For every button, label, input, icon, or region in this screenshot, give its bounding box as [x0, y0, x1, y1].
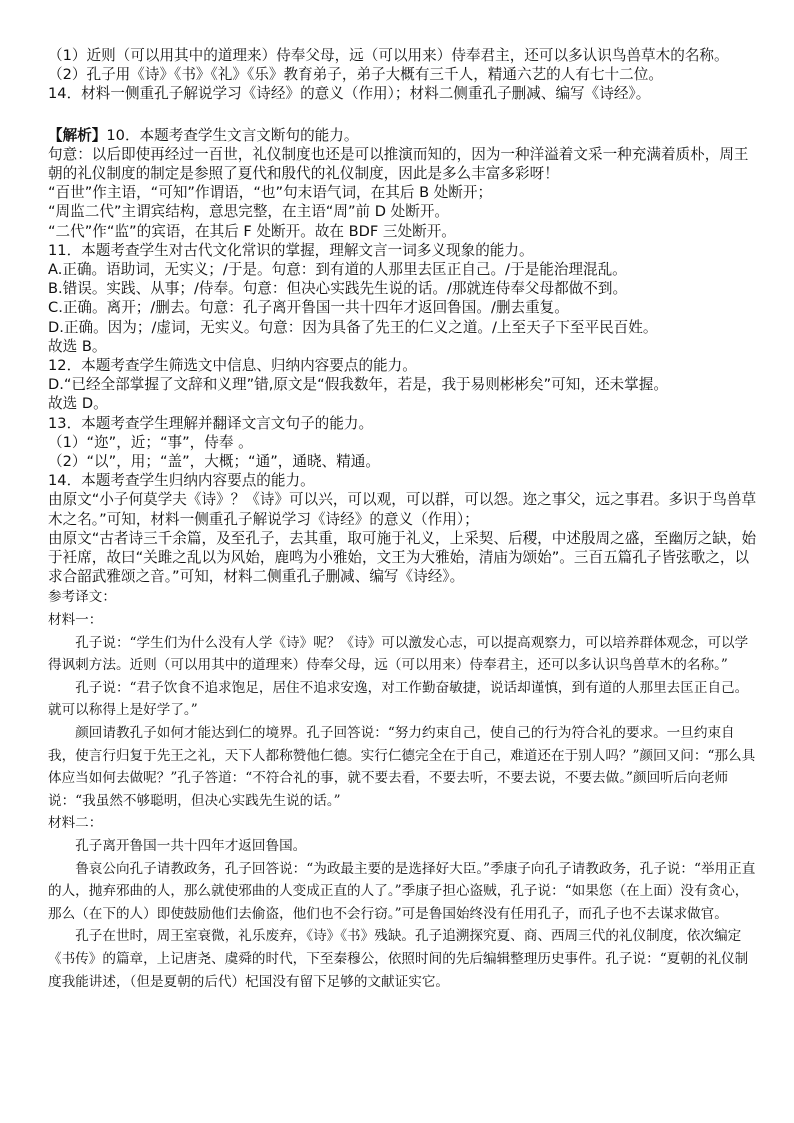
answer-line: 14．材料一侧重孔子解说学习《诗经》的意义（作用）；材料二侧重孔子删减、编写《诗经》。 [48, 85, 651, 103]
analysis-line: （2）“以”，用；“盖”，大概；“通”，通晓、精通。 [48, 453, 380, 471]
analysis-line: “二代”作“监”的宾语，在其后 F 处断开。故在 BDF 三处断开。 [48, 222, 456, 240]
analysis-line: “百世”作主语，“可知”作谓语，“也”句末语气词，在其后 B 处断开； [48, 184, 493, 202]
material2-paragraph: 孔子在世时，周王室衰微，礼乐废弃，《诗》《书》残缺。孔子追溯探究夏、商、西周三代的礼仪制度，依次编定《书传》的篇章，上记唐尧、虞舜的时代，下至秦穆公，依照时间的先后编辑整理历史事件。孔子说：“夏朝的礼仪制度我能讲述，（但是夏朝的后代）杞国没有留下足够的文献证实它。 [48, 928, 749, 990]
document-page [48, 46, 758, 993]
analysis-line: 11．本题考查学生对古代文化常识的掌握，理解文言一词多义现象的能力。 [48, 241, 534, 259]
analysis-block [48, 126, 758, 587]
material1-paragraph: 孔子说：“君子饮食不追求饱足，居住不追求安逸，对工作勤奋敏捷，说话却谨慎，到有道的人那里去匡正自己。就可以称得上是好学了。” [48, 679, 749, 719]
analysis-text: 10．本题考查学生文言文断句的能力。 [106, 126, 359, 144]
analysis-line: 由原文“小子何莫学夫《诗》？《诗》可以兴，可以观，可以群，可以怨。迩之事父，远之事君。多识于鸟兽草木之名。”可知，材料一侧重孔子解说学习《诗经》的意义（作用）； [48, 491, 757, 528]
analysis-line: （1）“迩”，近；“事”，侍奉 。 [48, 433, 253, 451]
material1-title: 材料一： [48, 612, 103, 629]
material2-paragraph: 鲁哀公向孔子请教政务，孔子回答说：“为政最主要的是选择好大臣。”季康子向孔子请教政务，孔子说：“举用正直的人，抛弃邪曲的人，那么就使邪曲的人变成正直的人了。”季康子担心盗贼，孔子说：“如果您（在上面）没有贪心，那么（在下的人）即使鼓励他们去偷盗，他们也不会行窃。”可是鲁国始终没有任用孔子，而孔子也不去谋求做官。 [48, 860, 756, 922]
material2-paragraph: 孔子离开鲁国一共十四年才返回鲁国。 [75, 838, 307, 855]
analysis-line: B.错误。实践、从事；/侍奉。句意：但决心实践先生说的话。/那就连侍奉父母都做不到。 [48, 280, 628, 298]
analysis-line: 故选 D。 [48, 395, 108, 413]
answer-line: （2）孔子用《诗》《书》《礼》《乐》教育弟子，弟子大概有三千人，精通六艺的人有七十二位。 [48, 66, 663, 84]
answer-line: （1）近则（可以用其中的道理来）侍奉父母，远（可以用来）侍奉君主，还可以多认识鸟兽草木的名称。 [48, 47, 729, 64]
analysis-line: 13．本题考查学生理解并翻译文言文句子的能力。 [48, 414, 374, 432]
material1-paragraph: 颜回请教孔子如何才能达到仁的境界。孔子回答说：“努力约束自己，使自己的行为符合礼的要求。一旦约束自我，使言行归复于先王之礼，天下人都称赞他仁德。实行仁德完全在于自己，难道还在于别人吗？”颜回又问：“那么具体应当如何去做呢？”孔子答道：“不符合礼的事，就不要去看，不要去听，不要去说，不要去做。”颜回听后向老师说：“我虽然不够聪明，但决心实践先生说的话。” [48, 725, 756, 809]
translation-block [48, 586, 758, 993]
spacer [48, 104, 758, 126]
analysis-line: “周监二代”主谓宾结构，意思完整，在主语“周”前 D 处断开。 [48, 203, 450, 221]
analysis-tag: 【解析】 [48, 126, 107, 144]
answer-block [48, 46, 758, 104]
analysis-line: 14．本题考查学生归纳内容要点的能力。 [48, 472, 315, 490]
analysis-line: A.正确。语助词，无实义；/于是。句意：到有道的人那里去匡正自己。/于是能治理混乱。 [48, 261, 627, 279]
analysis-line: 由原文“古者诗三千余篇，及至孔子，去其重，取可施于礼义，上采契、后稷，中述殷周之盛，至幽厉之缺，始于衽席，故曰“关雎之乱以为风始，鹿鸣为小雅始，文王为大雅始，清庙为颂始”。三百五篇孔子皆弦歌之，以求合韶武雅颂之音。”可知，材料二侧重孔子删减、编写《诗经》。 [48, 529, 757, 586]
analysis-line: C.正确。离开；/删去。句意：孔子离开鲁国一共十四年才返回鲁国。/删去重复。 [48, 299, 569, 317]
analysis-line: D.“已经全部掌握了文辞和义理”错,原文是“假我数年，若是，我于易则彬彬矣”可知，还未掌握。 [48, 376, 668, 394]
material1-paragraph: 孔子说：“学生们为什么没有人学《诗》呢？《诗》可以激发心志，可以提高观察力，可以培养群体观念，可以学得讽刺方法。近则（可以用其中的道理来）侍奉父母，远（可以用来）侍奉君主，还可以多认识鸟兽草木的名称。” [48, 634, 749, 674]
analysis-line: D.正确。因为；/虚词，无实义。句意：因为具备了先王的仁义之道。/上至天子下至平民百姓。 [48, 318, 658, 336]
analysis-line: 句意：以后即使再经过一百世，礼仪制度也还是可以推演而知的，因为一种洋溢着文采一种充满着质朴，周王朝的礼仪制度的制定是参照了夏代和殷代的礼仪制度，因此是多么丰富多彩呀！ [48, 145, 749, 183]
analysis-line [48, 126, 758, 145]
analysis-line: 12．本题考查学生筛选文中信息、归纳内容要点的能力。 [48, 357, 417, 375]
analysis-line: 故选 B。 [48, 337, 107, 355]
translation-title: 参考译文： [48, 589, 116, 606]
material2-title: 材料二： [48, 815, 103, 832]
